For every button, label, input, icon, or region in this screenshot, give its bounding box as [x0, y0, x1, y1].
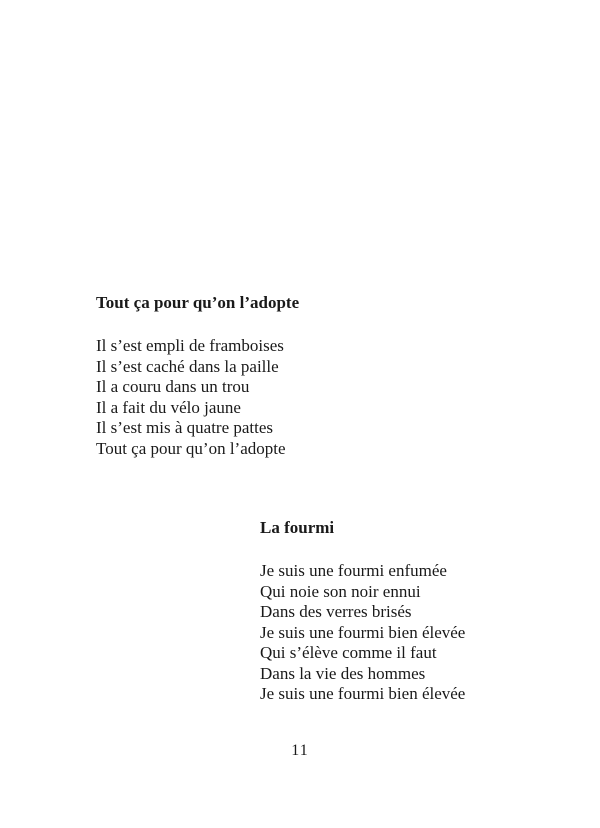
poem-title: La fourmi — [260, 518, 335, 537]
poem-title: Tout ça pour qu’on l’adopte — [96, 293, 300, 312]
poem-line: Tout ça pour qu’on l’adopte — [96, 438, 286, 458]
poem-verse — [96, 336, 299, 459]
poem-line: Je suis une fourmi bien élevée — [260, 622, 466, 642]
poem-verse — [260, 561, 465, 705]
poem-line: Il a fait du vélo jaune — [96, 397, 241, 417]
poem-line: Qui noie son noir ennui — [260, 581, 421, 601]
poem-la-fourmi — [260, 517, 465, 705]
poem-line: Je suis une fourmi enfumée — [260, 561, 447, 580]
poem-line: Il s’est mis à quatre pattes — [96, 418, 274, 437]
poem-line: Je suis une fourmi bien élevée — [260, 684, 466, 703]
poem-tout-ca-pour-quon-ladopte — [96, 292, 299, 459]
poem-line: Il s’est caché dans la paille — [96, 356, 279, 376]
poem-line: Dans la vie des hommes — [260, 663, 426, 683]
page-number: 11 — [291, 742, 309, 759]
poem-line: Il a couru dans un trou — [96, 377, 250, 396]
poem-line: Qui s’élève comme il faut — [260, 643, 437, 662]
poem-line: Il s’est empli de framboises — [96, 336, 284, 355]
poem-line: Dans des verres brisés — [260, 602, 412, 621]
